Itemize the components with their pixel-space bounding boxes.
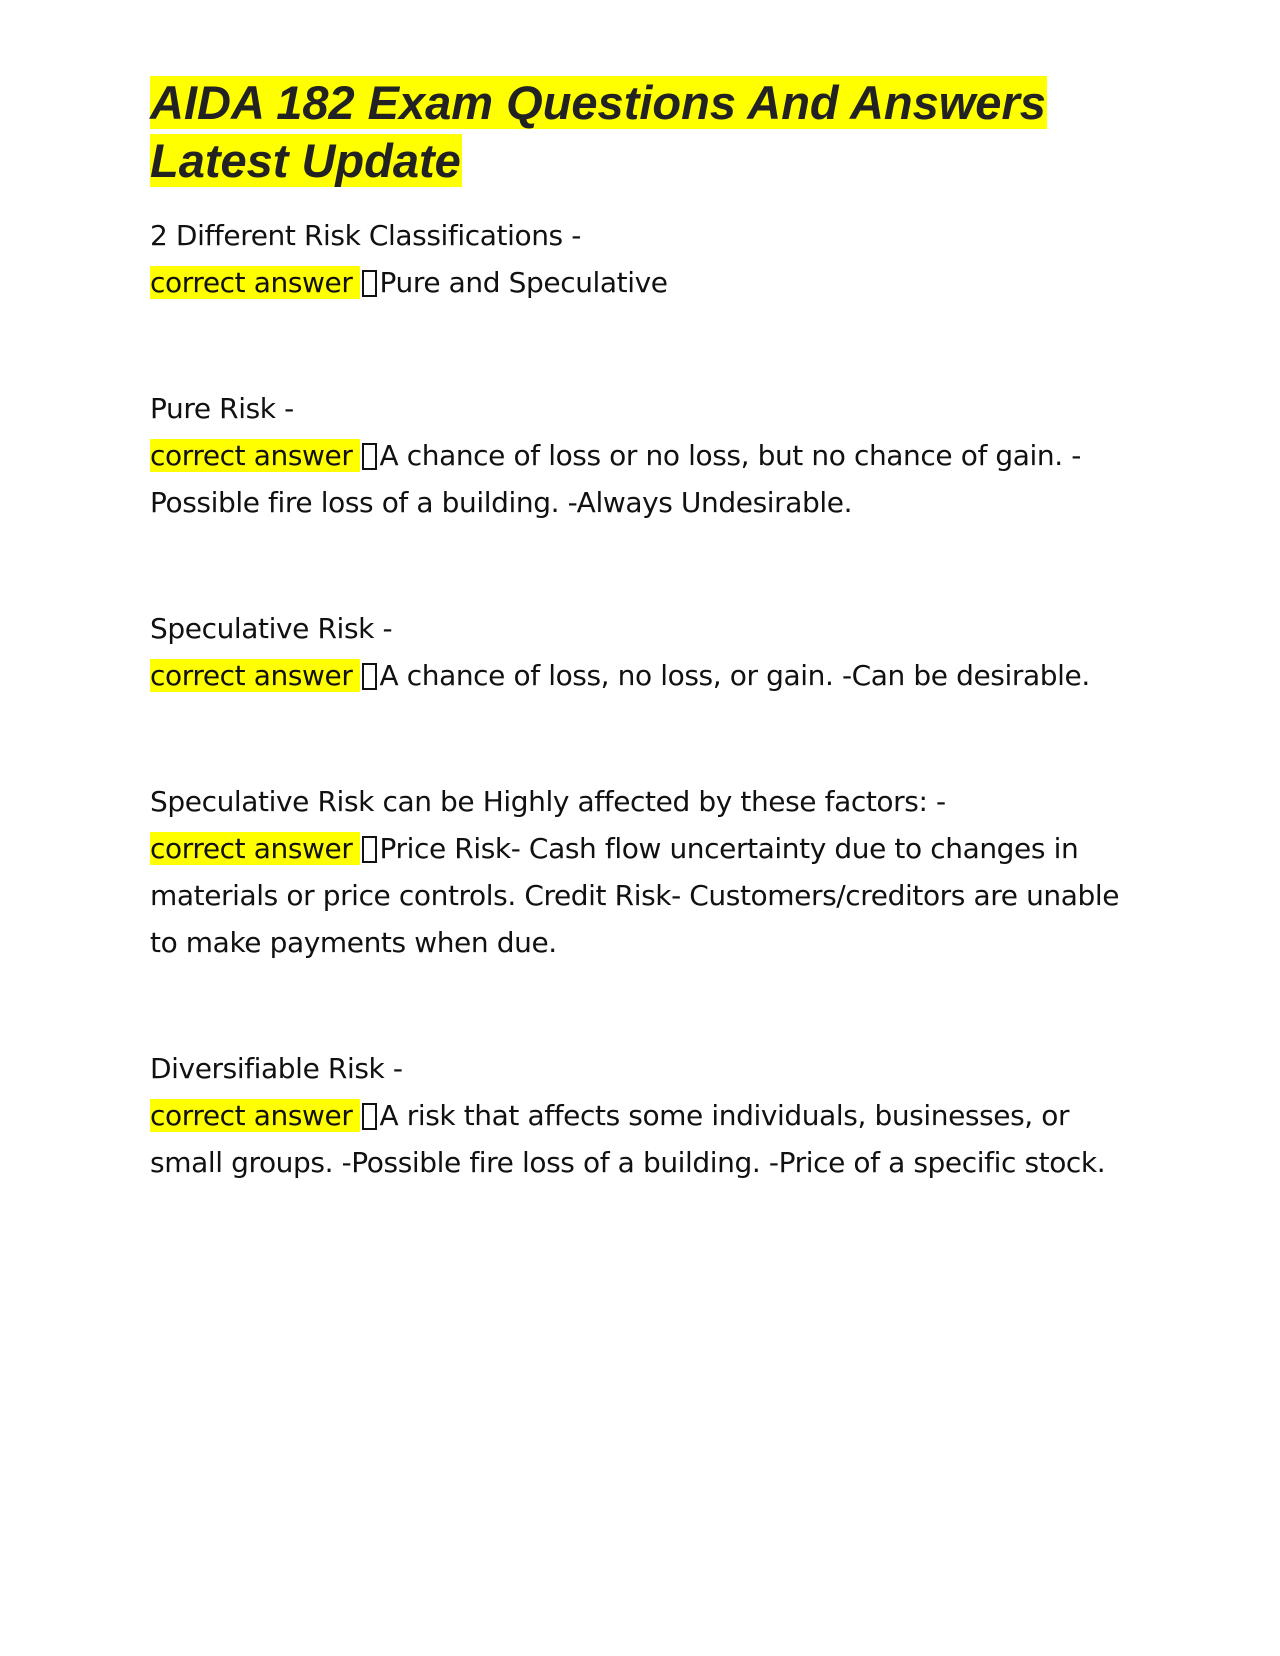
- answer-text: Pure and Speculative: [379, 266, 668, 299]
- qa-item: [150, 778, 1140, 966]
- correct-answer-label: correct answer: [150, 832, 360, 865]
- missing-glyph-icon: [362, 836, 377, 863]
- qa-item: [150, 1045, 1140, 1186]
- question-text: Speculative Risk can be Highly affected by these factors: -: [150, 785, 946, 818]
- qa-item: [150, 385, 1140, 526]
- answer-text: A chance of loss, no loss, or gain. -Can be desirable.: [379, 659, 1090, 692]
- answer-text: Price Risk- Cash flow uncertainty due to changes in materials or price controls. Credit Risk- Customers/creditors are unable to make payments when due.: [150, 832, 1120, 959]
- correct-answer-label: correct answer: [150, 439, 360, 472]
- correct-answer-label: correct answer: [150, 1099, 360, 1132]
- answer-text: A risk that affects some individuals, businesses, or small groups. -Possible fire loss of a building. -Price of a specific stock.: [150, 1099, 1106, 1179]
- qa-item: [150, 605, 1140, 699]
- qa-item: [150, 212, 1140, 306]
- question-text: Speculative Risk -: [150, 612, 393, 645]
- correct-answer-label: correct answer: [150, 659, 360, 692]
- answer-text: A chance of loss or no loss, but no chance of gain. -Possible fire loss of a building. -Always Undesirable.: [150, 439, 1081, 519]
- title-highlight: AIDA 182 Exam Questions And Answers Latest Update: [150, 76, 1046, 187]
- missing-glyph-icon: [362, 663, 377, 690]
- correct-answer-label: correct answer: [150, 266, 360, 299]
- document-content: [150, 74, 1140, 1265]
- missing-glyph-icon: [362, 443, 377, 470]
- missing-glyph-icon: [362, 270, 377, 297]
- question-text: 2 Different Risk Classifications -: [150, 219, 581, 252]
- document-title: [150, 74, 1140, 190]
- missing-glyph-icon: [362, 1103, 377, 1130]
- question-text: Pure Risk -: [150, 392, 294, 425]
- question-text: Diversifiable Risk -: [150, 1052, 403, 1085]
